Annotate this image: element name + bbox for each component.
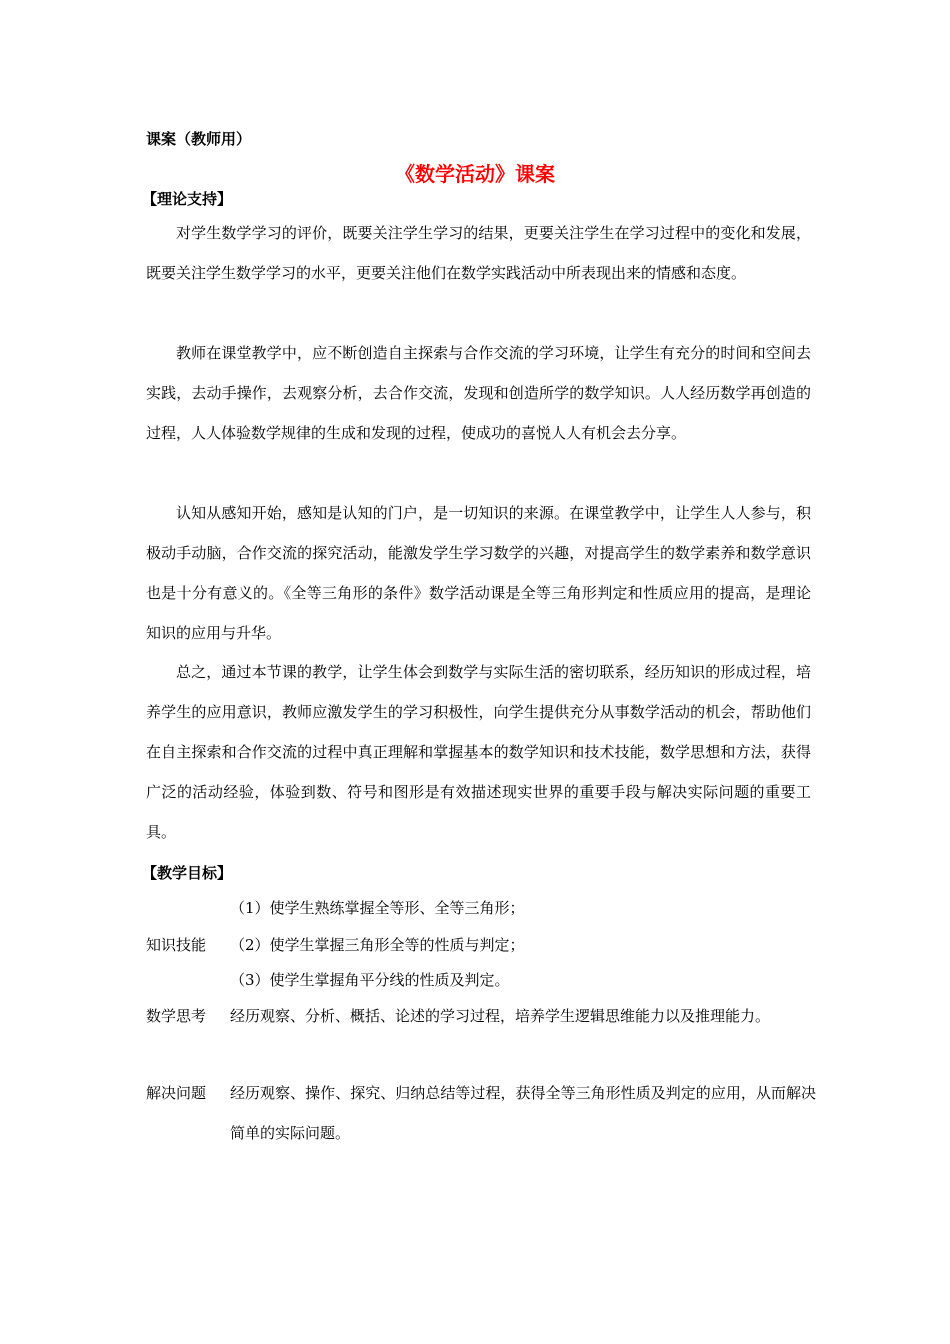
doc-title: 《数学活动》课案 <box>395 162 555 186</box>
goal-knowledge-text-3: （3）使学生掌握角平分线的性质及判定。 <box>230 971 510 989</box>
goal-thinking-label: 数学思考 <box>146 1007 207 1025</box>
goal-knowledge-item-1 <box>146 888 816 928</box>
goal-problem-label: 解决问题 <box>146 1084 207 1102</box>
section-heading-goals: 【教学目标】 <box>142 864 233 882</box>
theory-paragraph-1: 对学生数学学习的评价，既要关注学生学习的结果，更要关注学生在学习过程中的变化和发展，既要关注学生数学学习的水平，更要关注他们在数学实践活动中所表现出来的情感和态度。 <box>146 224 811 282</box>
goal-knowledge-item-3 <box>146 960 816 1000</box>
theory-paragraph-4: 总之，通过本节课的教学，让学生体会到数学与实际生活的密切联系，经历知识的形成过程，培养学生的应用意识，教师应激发学生的学习积极性，向学生提供充分从事数学活动的机会，帮助他们在自主探索和合作交流的过程中真正理解和掌握基本的数学知识和技术技能，数学思想和方法，获得广泛的活动经验，体验到数、符号和图形是有效描述现实世界的重要手段与解决实际问题的重要工具。 <box>146 663 811 841</box>
doc-header-label: 课案（教师用） <box>146 130 252 148</box>
goal-thinking-text: 经历观察、分析、概括、论述的学习过程，培养学生逻辑思维能力以及推理能力。 <box>230 1007 771 1025</box>
goal-knowledge-text-1: （1）使学生熟练掌握全等形、全等三角形； <box>230 899 525 917</box>
section-heading-theory: 【理论支持】 <box>142 190 233 208</box>
goal-knowledge-label: 知识技能 <box>146 936 207 954</box>
goal-thinking-row <box>146 996 816 1036</box>
theory-paragraph-2: 教师在课堂教学中，应不断创造自主探索与合作交流的学习环境，让学生有充分的时间和空间去实践，去动手操作，去观察分析，去合作交流，发现和创造所学的数学知识。人人经历数学再创造的过程，人人体验数学规律的生成和发现的过程，使成功的喜悦人人有机会去分享。 <box>146 344 811 442</box>
goal-problem-text: 经历观察、操作、探究、归纳总结等过程，获得全等三角形性质及判定的应用，从而解决简单的实际问题。 <box>230 1084 816 1142</box>
goal-knowledge-text-2: （2）使学生掌握三角形全等的性质与判定； <box>230 936 525 954</box>
goal-problem-row <box>146 1073 816 1153</box>
theory-paragraph-3: 认知从感知开始，感知是认知的门户，是一切知识的来源。在课堂教学中，让学生人人参与，积极动手动脑，合作交流的探究活动，能激发学生学习数学的兴趣，对提高学生的数学素养和数学意识也是十分有意义的。《全等三角形的条件》数学活动课是全等三角形判定和性质应用的提高，是理论知识的应用与升华。 <box>146 504 811 642</box>
goal-knowledge-item-2 <box>146 925 816 965</box>
